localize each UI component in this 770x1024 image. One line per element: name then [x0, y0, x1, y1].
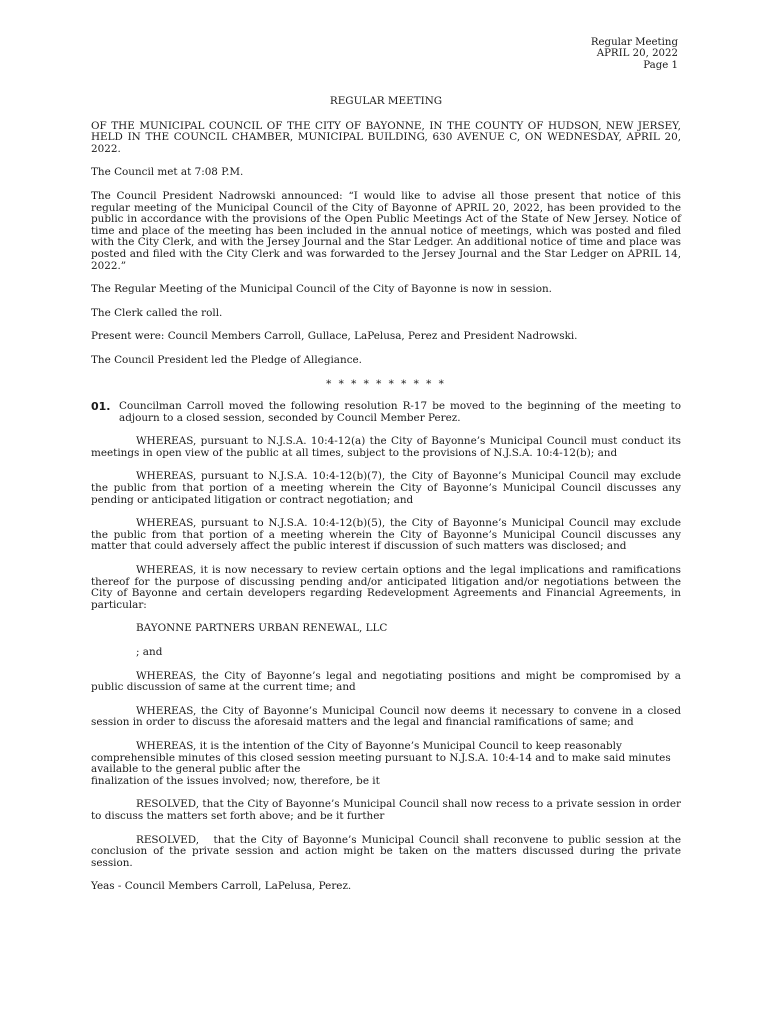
agenda-item-text: Councilman Carroll moved the following resolution R-17 be moved to the beginning of the meeting to adjourn to a closed session, seconded by Council Member Perez.: [119, 400, 681, 424]
and-line: ; and: [136, 646, 163, 658]
whereas-clause: WHEREAS, the City of Bayonne’s legal and negotiating positions and might be compromised by a public discussion of same at the current time; and: [91, 669, 681, 694]
page-header: [591, 37, 678, 71]
whereas-minutes-line: finalization of the issues involved; now, therefore, be it: [91, 774, 380, 787]
roll-call: The Clerk called the roll.: [91, 306, 223, 319]
document-body: [91, 95, 685, 905]
document-title: REGULAR MEETING: [329, 95, 443, 107]
whereas-minutes-clause: [91, 741, 681, 787]
yeas-vote: Yeas - Council Members Carroll, LaPelusa, Perez.: [91, 880, 352, 893]
header-date: APRIL 20, 2022: [596, 48, 678, 60]
whereas-clause: WHEREAS, it is now necessary to review certain options and the legal implications and ramifications thereof for the purpose of discussing pending and/or anticipated litigation and/or negotiations between the City of Bayonne and certain developers regarding Redevelopment Agreements and Financial Agreements, in particular:: [91, 564, 681, 611]
header-page-number: Page 1: [643, 59, 678, 71]
agenda-item: [91, 401, 681, 424]
present-members: Present were: Council Members Carroll, Gullace, LaPelusa, Perez and President Nadrowski.: [91, 330, 578, 343]
agenda-item-number: 01.: [91, 400, 111, 414]
whereas-clause: WHEREAS, pursuant to N.J.S.A. 10:4-12(b)(7), the City of Bayonne’s Municipal Council may exclude the public from that portion of a meeting wherein the City of Bayonne’s Municipal Council discusses any pending or anticipated litigation or contract negotiation; and: [91, 470, 681, 506]
party-name: BAYONNE PARTNERS URBAN RENEWAL, LLC: [136, 622, 388, 635]
whereas-clause: WHEREAS, pursuant to N.J.S.A. 10:4-12(a) the City of Bayonne’s Municipal Council must conduct its meetings in open view of the public at all times, subject to the provisions of N.J.S.A. 10:4-12(b); and: [91, 435, 681, 459]
whereas-clause: WHEREAS, the City of Bayonne’s Municipal Council now deems it necessary to convene in a closed session in order to discuss the aforesaid matters and the legal and financial ramifications of same; and: [91, 704, 681, 729]
section-divider: * * * * * * * * * *: [326, 377, 446, 390]
header-meeting-type: Regular Meeting: [590, 37, 678, 48]
president-announcement: The Council President Nadrowski announced: “I would like to advise all those present that notice of this regular meeting of the Municipal Council of the City of Bayonne of APRIL 20, 2022, has been provided to the public in accordance with the provisions of the Open Public Meetings Act of the State of New Jersey. Notice of time and place of the meeting has been included in the annual notice of meetings, which was posted and filed with the City Clerk, and with the Jersey Journal and the Star Ledger. An additional notice of time and place was posted and filed with the City Clerk and was forwarded to the Jersey Journal and the Star Ledger on APRIL 14, 2022.”: [91, 189, 681, 272]
resolved-clause: RESOLVED, that the City of Bayonne’s Municipal Council shall reconvene to public session at the conclusion of the private session and action might be taken on the matters discussed during the private session.: [91, 833, 685, 869]
resolved-clause: RESOLVED, that the City of Bayonne’s Municipal Council shall now recess to a private session in order to discuss the matters set forth above; and be it further: [91, 798, 681, 822]
whereas-clause: WHEREAS, pursuant to N.J.S.A. 10:4-12(b)(5), the City of Bayonne’s Municipal Council may exclude the public from that portion of a meeting wherein the City of Bayonne’s Municipal Council discusses any matter that could adversely affect the public interest if discussion of such matters was disclosed; and: [91, 517, 681, 553]
pledge-statement: The Council President led the Pledge of Allegiance.: [91, 353, 362, 366]
meeting-time: The Council met at 7:08 P.M.: [91, 166, 244, 179]
intro-paragraph: OF THE MUNICIPAL COUNCIL OF THE CITY OF BAYONNE, IN THE COUNTY OF HUDSON, NEW JERSEY, HELD IN THE COUNCIL CHAMBER, MUNICIPAL BUILDING, 630 AVENUE C, ON WEDNESDAY, APRIL 20, 2022.: [91, 119, 681, 155]
whereas-minutes-line: WHEREAS, it is the intention of the City of Bayonne’s Municipal Council to keep reasonably comprehensible minutes of this closed session meeting pursuant to N.J.S.A. 10:4-14 and to make said minutes available to the general public after the: [91, 739, 671, 776]
session-statement: The Regular Meeting of the Municipal Council of the City of Bayonne is now in session.: [91, 283, 552, 296]
